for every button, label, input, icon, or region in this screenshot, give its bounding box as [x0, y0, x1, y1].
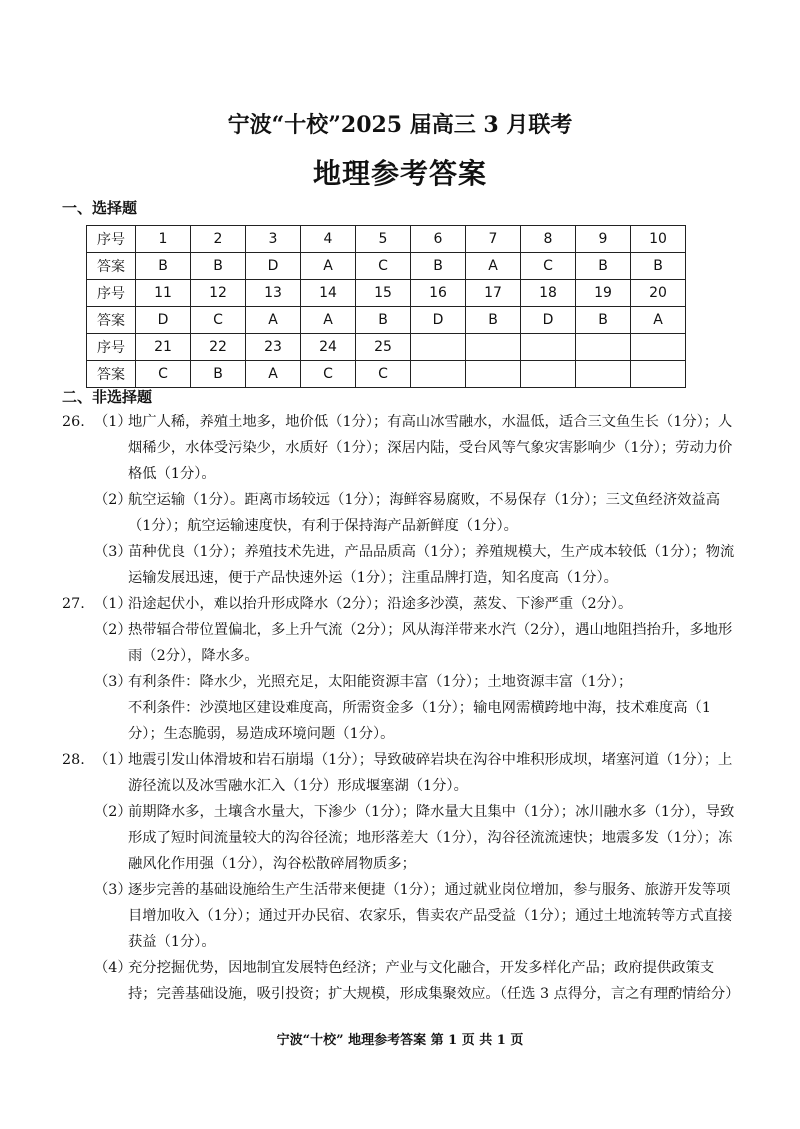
answer-part [62, 409, 742, 487]
table-cell [576, 334, 631, 361]
table-cell: C [191, 307, 246, 334]
table-cell: 11 [136, 280, 191, 307]
row-label: 答案 [87, 253, 136, 280]
table-cell: 19 [576, 280, 631, 307]
table-cell: 9 [576, 226, 631, 253]
part-number: （2） [94, 492, 132, 508]
table-cell: B [576, 253, 631, 280]
part-number: （1） [94, 596, 132, 612]
answer-table-row [87, 307, 686, 334]
question-28 [62, 747, 742, 1007]
section-open-questions-heading: 二、非选择题 [62, 388, 153, 406]
answer-part [62, 539, 742, 591]
table-cell [466, 361, 521, 388]
table-cell: B [411, 253, 466, 280]
table-cell: 10 [631, 226, 686, 253]
answer-table-row [87, 334, 686, 361]
answer-part [62, 955, 742, 1007]
table-cell [576, 361, 631, 388]
table-cell: D [136, 307, 191, 334]
part-text: 沿途起伏小，难以抬升形成降水（2分）；沿途多沙漠，蒸发、下渗严重（2分）。 [128, 596, 633, 612]
table-cell: D [411, 307, 466, 334]
answer-part [62, 591, 742, 617]
part-number: （1） [94, 414, 132, 430]
open-questions-body [62, 409, 742, 1007]
table-cell: B [356, 307, 411, 334]
table-cell [521, 361, 576, 388]
table-cell: 2 [191, 226, 246, 253]
table-cell [466, 334, 521, 361]
row-label: 答案 [87, 307, 136, 334]
row-label: 序号 [87, 226, 136, 253]
table-cell [631, 334, 686, 361]
table-cell: 1 [136, 226, 191, 253]
table-cell: 25 [356, 334, 411, 361]
table-cell: B [631, 253, 686, 280]
part-number: （4） [94, 960, 132, 976]
table-cell: 4 [301, 226, 356, 253]
table-cell: D [521, 307, 576, 334]
part-text: 逐步完善的基础设施给生产生活带来便捷（1分）；通过就业岗位增加，参与服务、旅游开发等项目增加收入（1分）；通过开办民宿、农家乐，售卖农产品受益（1分）；通过土地流转等方式直接获益（1分）。 [128, 882, 733, 950]
part-text: 地震引发山体滑坡和岩石崩塌（1分）；导致破碎岩块在沟谷中堆积形成坝，堵塞河道（1分）；上游径流以及冰雪融水汇入（1分）形成堰塞湖（1分）。 [128, 752, 733, 794]
part-text: 充分挖掘优势，因地制宜发展特色经济；产业与文化融合，开发多样化产品；政府提供政策支持；完善基础设施，吸引投资；扩大规模，形成集聚效应。（任选 3 点得分，言之有理酌情给分） [128, 960, 740, 1002]
table-cell: A [301, 253, 356, 280]
part-number: （1） [94, 752, 132, 768]
question-number: 28. [62, 752, 85, 768]
table-cell: A [631, 307, 686, 334]
table-cell: A [301, 307, 356, 334]
answer-table-row [87, 280, 686, 307]
table-cell: C [136, 361, 191, 388]
table-cell [411, 334, 466, 361]
table-cell: 22 [191, 334, 246, 361]
table-cell: 14 [301, 280, 356, 307]
part-text-favorable: 有利条件：降水少，光照充足，太阳能资源丰富（1分）；土地资源丰富（1分）； [128, 674, 633, 690]
answer-part [62, 747, 742, 799]
table-cell: 18 [521, 280, 576, 307]
part-number: （2） [94, 622, 132, 638]
part-text: 地广人稀，养殖土地多，地价低（1分）；有高山冰雪融水，水温低，适合三文鱼生长（1分）；人烟稀少，水体受污染少，水质好（1分）；深居内陆，受台风等气象灾害影响少（1分）；劳动力价格低（1分）。 [128, 414, 733, 482]
section-multiple-choice-heading: 一、选择题 [62, 199, 138, 217]
table-cell [521, 334, 576, 361]
table-cell: 3 [246, 226, 301, 253]
exam-title: 宁波“十校”2025 届高三 3 月联考 [227, 112, 573, 138]
table-cell: D [246, 253, 301, 280]
table-cell [411, 361, 466, 388]
question-27 [62, 591, 742, 747]
table-cell: 5 [356, 226, 411, 253]
table-cell: B [136, 253, 191, 280]
question-26 [62, 409, 742, 591]
part-number: （2） [94, 804, 132, 820]
table-cell: 13 [246, 280, 301, 307]
answer-part [62, 877, 742, 955]
answer-table-row [87, 361, 686, 388]
part-text-unfavorable: 不利条件：沙漠地区建设难度高，所需资金多（1分）；输电网需横跨地中海，技术难度高（1分）；生态脆弱，易造成环境问题（1分）。 [128, 700, 711, 742]
part-text: 热带辐合带位置偏北，多上升气流（2分）；风从海洋带来水汽（2分），遇山地阻挡抬升，多地形雨（2分），降水多。 [128, 622, 733, 664]
table-cell: 24 [301, 334, 356, 361]
table-cell: 15 [356, 280, 411, 307]
answer-table [86, 225, 686, 388]
answer-table-row [87, 226, 686, 253]
part-text: 航空运输（1分）。距离市场较远（1分）；海鲜容易腐败，不易保存（1分）；三文鱼经济效益高（1分）；航空运输速度快，有利于保持海产品新鲜度（1分）。 [128, 492, 721, 534]
part-text: 苗种优良（1分）；养殖技术先进，产品品质高（1分）；养殖规模大，生产成本较低（1分）；物流运输发展迅速，便于产品快速外运（1分）；注重品牌打造，知名度高（1分）。 [128, 544, 735, 586]
page-footer: 宁波“十校” 地理参考答案 第 1 页 共 1 页 [276, 1033, 524, 1048]
part-text: 前期降水多，土壤含水量大，下渗少（1分）；降水量大且集中（1分）；冰川融水多（1分），导致形成了短时间流量较大的沟谷径流；地形落差大（1分），沟谷径流流速快；地震多发（1分）；冻融风化作用强（1分），沟谷松散碎屑物质多； [128, 804, 735, 872]
table-cell: 6 [411, 226, 466, 253]
table-cell: C [521, 253, 576, 280]
table-cell: C [356, 361, 411, 388]
part-number: （3） [94, 882, 132, 898]
answer-part [62, 669, 742, 747]
table-cell: B [191, 361, 246, 388]
table-cell: 7 [466, 226, 521, 253]
table-cell [631, 361, 686, 388]
table-cell: B [576, 307, 631, 334]
table-cell: A [246, 307, 301, 334]
table-cell: C [301, 361, 356, 388]
answer-part [62, 799, 742, 877]
answer-key-title: 地理参考答案 [312, 157, 487, 190]
table-cell: 20 [631, 280, 686, 307]
table-cell: 21 [136, 334, 191, 361]
table-cell: 8 [521, 226, 576, 253]
question-number: 27. [62, 596, 85, 612]
table-cell: 12 [191, 280, 246, 307]
table-cell: 16 [411, 280, 466, 307]
table-cell: A [466, 253, 521, 280]
row-label: 序号 [87, 280, 136, 307]
table-cell: A [246, 361, 301, 388]
answer-part [62, 617, 742, 669]
answer-part [62, 487, 742, 539]
part-number: （3） [94, 544, 132, 560]
table-cell: B [466, 307, 521, 334]
table-cell: 23 [246, 334, 301, 361]
answer-table-row [87, 253, 686, 280]
table-cell: C [356, 253, 411, 280]
table-cell: B [191, 253, 246, 280]
question-number: 26. [62, 414, 85, 430]
row-label: 答案 [87, 361, 136, 388]
row-label: 序号 [87, 334, 136, 361]
part-number: （3） [94, 674, 132, 690]
table-cell: 17 [466, 280, 521, 307]
